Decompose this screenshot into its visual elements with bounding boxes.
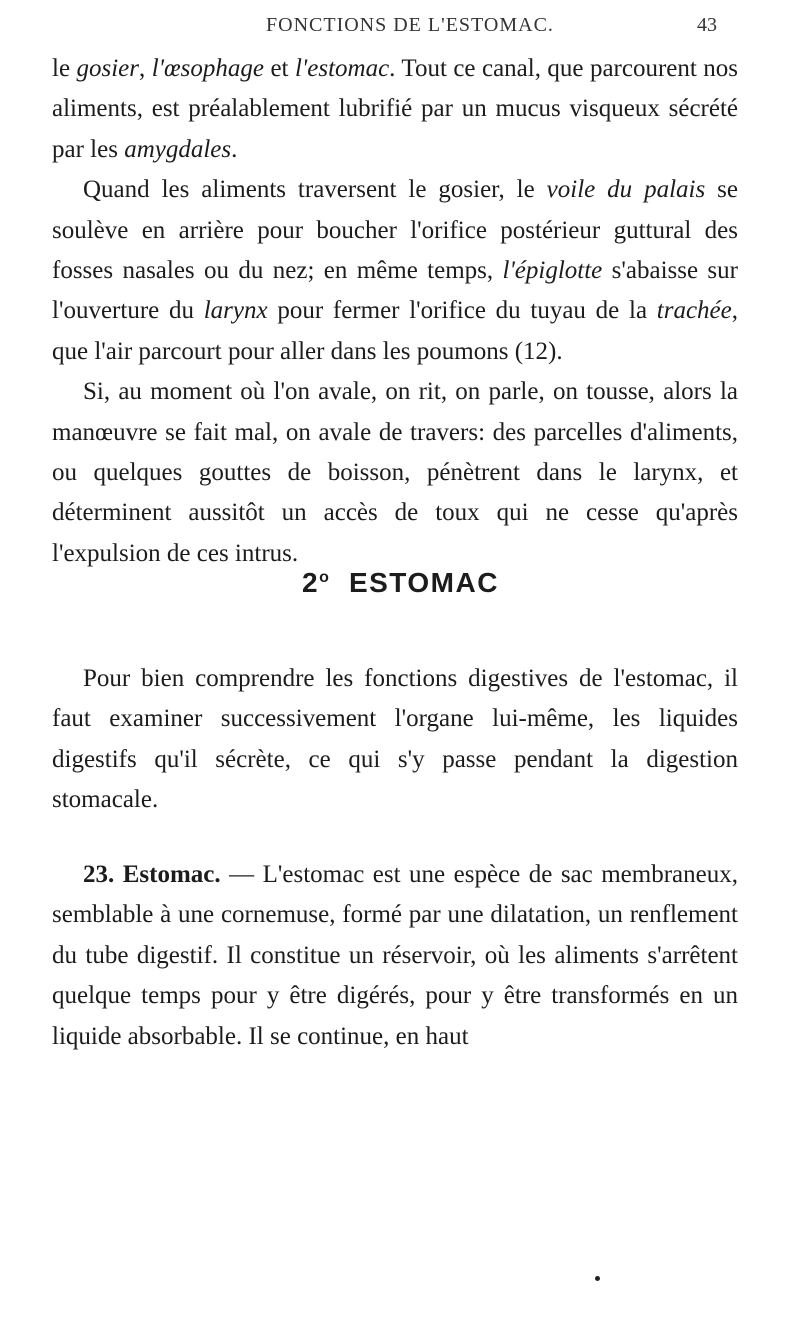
italic-term: l'œsophage bbox=[151, 55, 264, 82]
running-title: FONCTIONS DE L'ESTOMAC. bbox=[266, 14, 554, 36]
section-number bbox=[302, 567, 330, 598]
italic-term: amygdales bbox=[124, 135, 232, 163]
numbered-heading: 23. Estomac. bbox=[83, 861, 221, 888]
section-number-digit: 2 bbox=[302, 567, 320, 598]
italic-term: gosier bbox=[76, 55, 139, 82]
paragraph-gosier bbox=[52, 49, 738, 170]
text-run: . Tout ce canal, que parcourent nos aliments, est préalablement lubrifié par un mucus visqueux sécrété par les bbox=[52, 55, 739, 163]
italic-term: l'épiglotte bbox=[502, 257, 603, 285]
section-ordinal-mark: o bbox=[319, 569, 331, 586]
body-text-estomac bbox=[52, 855, 738, 1057]
paragraph-estomac bbox=[52, 855, 738, 1057]
text-run: , que l'air parcourt pour aller dans les poumons (12). bbox=[52, 297, 738, 365]
body-text-intro bbox=[52, 659, 738, 821]
section-heading bbox=[0, 567, 801, 599]
text-run: — L'estomac est une espèce de sac membraneux, semblable à une cornemuse, formé par une dilatation, un renflement du tube digestif. Il constitue un réservoir, où les aliments s'arrêtent quelque temps pour y être digérés, pour y être transformés en un liquide absorbable. Il se continue, en haut bbox=[52, 861, 738, 1050]
printer-mark bbox=[595, 1276, 600, 1281]
text-run: et bbox=[264, 55, 295, 82]
text-run: . bbox=[231, 135, 238, 163]
paragraph-si: Si, au moment où l'on avale, on rit, on parle, on tousse, alors la manœuvre se fait mal, on avale de travers: des parcelles d'aliments, ou quelques gouttes de boisson, pénètrent dans le larynx, et déterminent aussitôt un accès de toux qui ne cesse qu'après l'expulsion de ces intrus. bbox=[52, 378, 738, 567]
section-title: ESTOMAC bbox=[348, 567, 499, 598]
running-header bbox=[0, 6, 801, 46]
italic-term: l'estomac bbox=[294, 55, 390, 82]
paragraph-pour-bien: Pour bien comprendre les fonctions digestives de l'estomac, il faut examiner successivement l'organe lui-même, les liquides digestifs qu'il sécrète, ce qui s'y passe pendant la digestion stomacale. bbox=[52, 665, 738, 814]
text-run: se soulève en arrière pour boucher l'orifice postérieur guttural des fosses nasales ou du nez; en même temps, bbox=[52, 176, 738, 285]
text-run: , bbox=[139, 55, 152, 82]
italic-term: voile du palais bbox=[546, 176, 706, 204]
body-text-top bbox=[52, 49, 738, 574]
text-run: Quand les aliments traversent le gosier, le bbox=[83, 176, 547, 204]
text-run: pour fermer l'orifice du tuyau de la bbox=[267, 297, 657, 325]
page-number: 43 bbox=[697, 14, 717, 36]
italic-term: larynx bbox=[203, 297, 268, 325]
text-run: s'abaisse sur l'ouverture du bbox=[52, 257, 738, 325]
text-run: le bbox=[52, 55, 77, 82]
paragraph-quand bbox=[52, 170, 738, 372]
italic-term: trachée bbox=[656, 297, 732, 325]
